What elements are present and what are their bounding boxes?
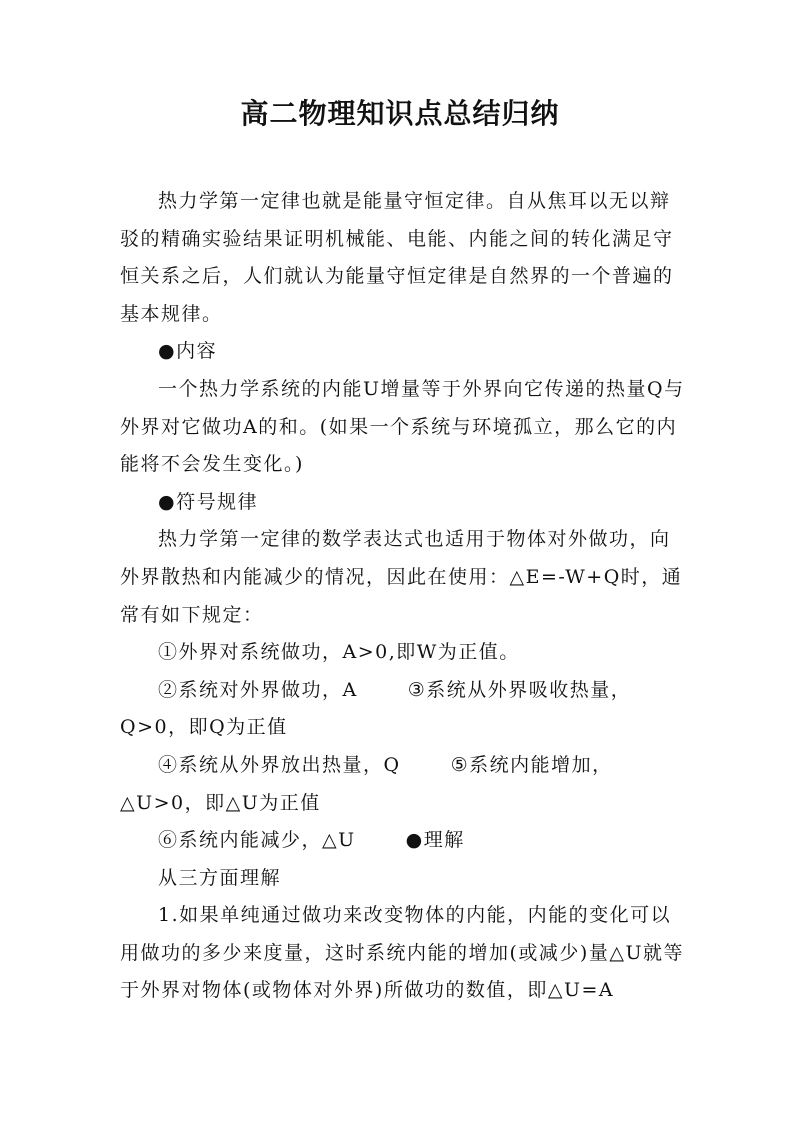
- page-title: 高二物理知识点总结归纳: [240, 97, 560, 130]
- rule-6-line: [120, 822, 685, 860]
- paragraph-content: 一个热力学系统的内能U增量等于外界向它传递的热量Q与外界对它做功A的和。(如果一个系统与环境孤立，那么它的内能将不会发生变化。): [120, 377, 685, 476]
- rule-1: ①外界对系统做功，A>0,即W为正值。: [158, 641, 520, 664]
- rule-6: ⑥系统内能减少，△U: [158, 829, 356, 852]
- rule-4-5: [120, 747, 685, 822]
- paragraph-sign-rules: 热力学第一定律的数学表达式也适用于物体对外做功，向外界散热和内能减少的情况，因此在使用：△E=-W+Q时，通常有如下规定：: [120, 528, 683, 626]
- heading-content: ●内容: [158, 340, 218, 363]
- heading-understand: ●理解: [405, 829, 465, 852]
- paragraph-point-1: 1.如果单纯通过做功来改变物体的内能，内能的变化可以用做功的多少来度量，这时系统内能的增加(或减少)量△U就等于外界对物体(或物体对外界)所做功的数值，即△U=A: [120, 904, 684, 1002]
- rule-3: ③系统从外界吸收热量，Q>0，即Q为正值: [120, 678, 632, 739]
- rule-2: ②系统对外界做功，A: [158, 678, 358, 701]
- document-body: [120, 183, 685, 1010]
- paragraph-three-aspects: 从三方面理解: [158, 866, 282, 889]
- rule-5: ⑤系统内能增加，△U>0，即△U为正值: [120, 753, 613, 814]
- heading-sign-rules: ●符号规律: [158, 490, 259, 513]
- paragraph-intro: 热力学第一定律也就是能量守恒定律。自从焦耳以无以辩驳的精确实验结果证明机械能、电能、内能之间的转化满足守恒关系之后，人们就认为能量守恒定律是自然界的一个普遍的基本规律。: [120, 190, 674, 325]
- rule-4: ④系统从外界放出热量，Q: [158, 753, 401, 776]
- rule-2-3: [120, 672, 685, 747]
